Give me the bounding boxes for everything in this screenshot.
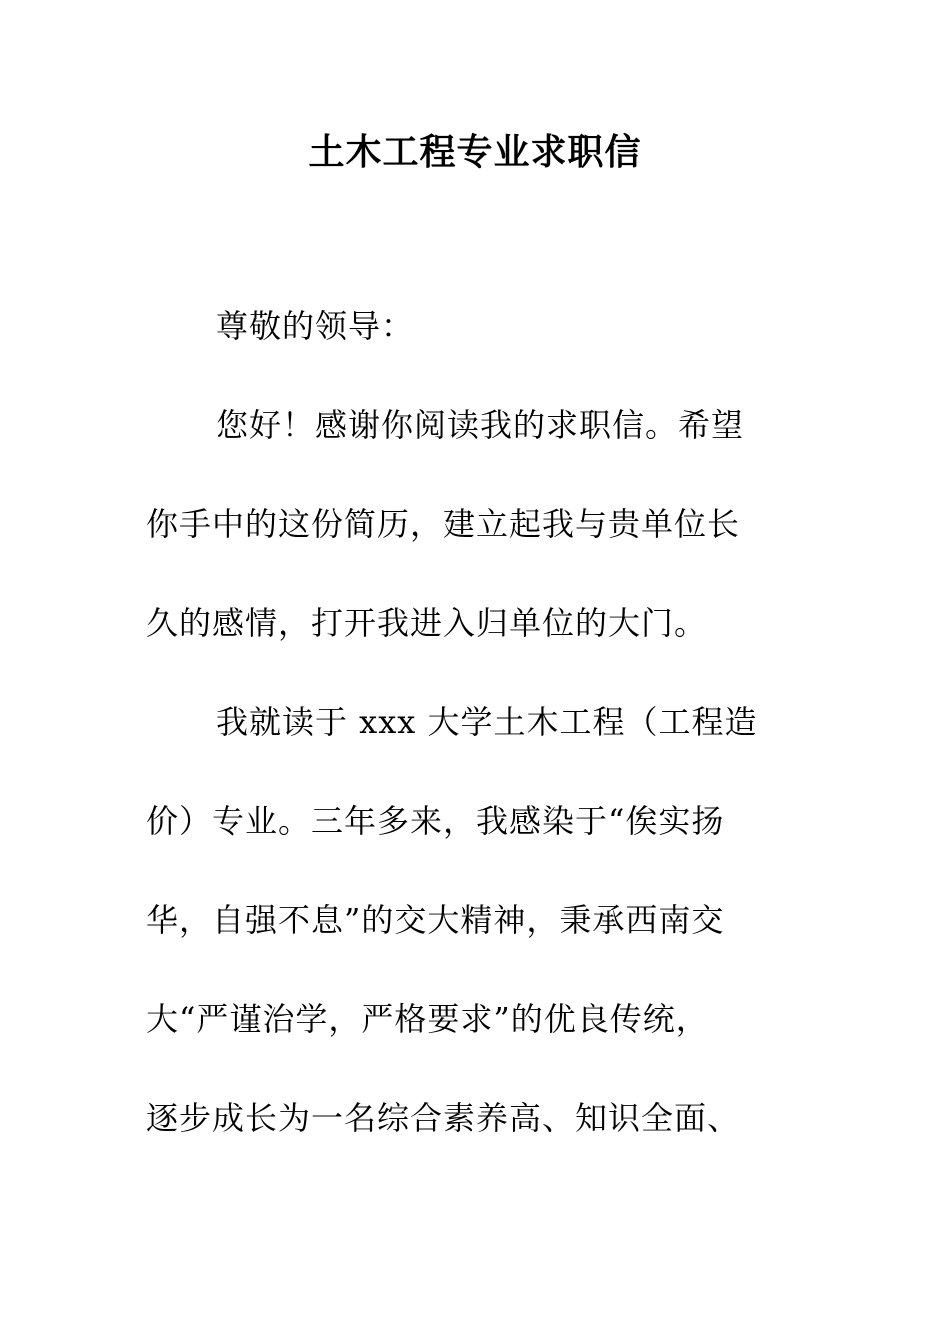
body-line: 你手中的这份简历，建立起我与贵单位长 (146, 505, 741, 543)
body-line: 价）专业。三年多来，我感染于“俟实扬 (146, 802, 725, 840)
body-line: 您好！感谢你阅读我的求职信。希望 (216, 406, 745, 444)
salutation-line: 尊敬的领导： (216, 307, 415, 345)
body-line: 逐步成长为一名综合素养高、知识全面、 (146, 1099, 741, 1137)
body-line: 华，自强不息”的交大精神，秉承西南交 (146, 901, 725, 939)
document-title: 土木工程专业求职信 (308, 132, 642, 173)
body-line: 久的感情，打开我进入归单位的大门。 (146, 604, 708, 642)
body-line: 我就读于 xxx 大学土木工程（工程造 (216, 703, 758, 741)
body-line: 大“严谨治学，严格要求”的优良传统， (146, 1000, 709, 1038)
